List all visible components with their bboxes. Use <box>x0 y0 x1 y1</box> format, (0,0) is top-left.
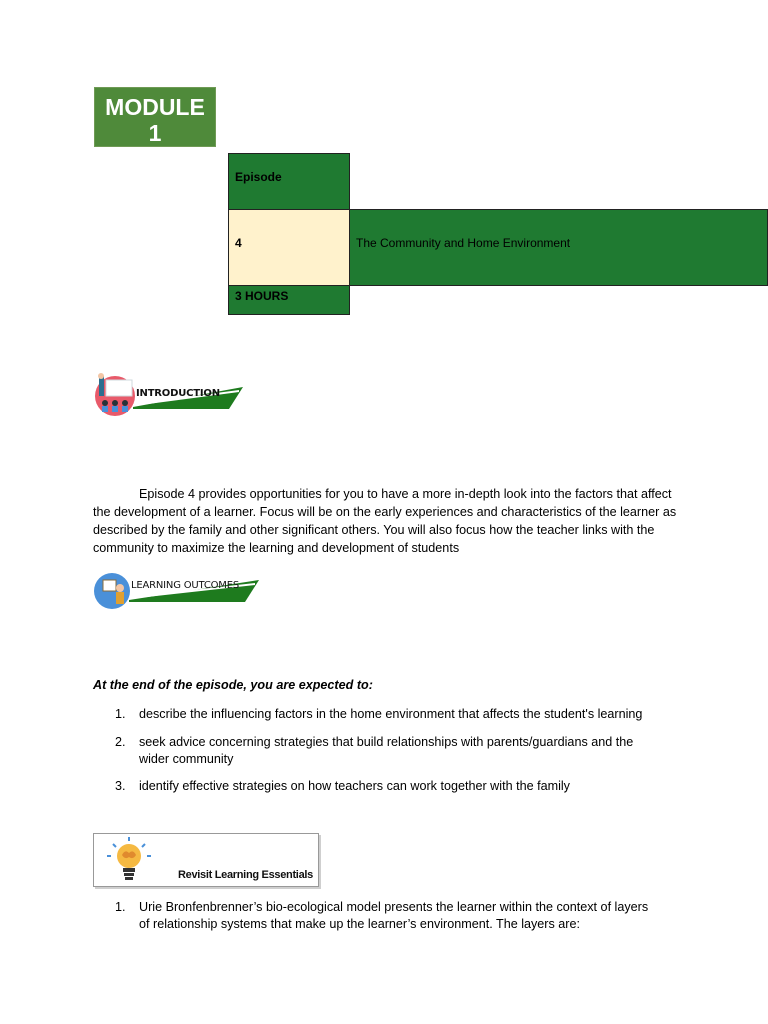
module-badge <box>94 87 216 147</box>
student-at-board-icon <box>93 568 261 614</box>
episode-label: Episode <box>235 170 282 184</box>
introduction-paragraph: Episode 4 provides opportunities for you to have a more in-depth look into the factors that affect the development of a learner. Focus will be on the early experiences and characteristics of the learner as described by the family and other significant others. You will also focus how the teacher links with the community to maximize the learning and development of students <box>93 487 677 555</box>
introduction-banner <box>93 372 245 420</box>
lightbulb-brain-icon <box>104 836 164 886</box>
duration-label: 3 HOURS <box>235 289 289 303</box>
learning-outcomes-banner <box>93 568 261 614</box>
episode-title-cell <box>349 209 768 286</box>
episode-number-cell <box>228 209 350 286</box>
list-item: 1. describe the influencing factors in the home environment that affects the student's learning <box>115 707 643 721</box>
revisit-learning-essentials-banner <box>93 833 319 887</box>
module-number: 1 <box>148 120 162 146</box>
list-item: 1. Urie Bronfenbrenner’s bio-ecological model presents the learner within the context of layers of relationship systems that make up the learner’s environment. The layers are: <box>115 900 649 931</box>
list-item: 2. seek advice concerning strategies that build relationships with parents/guardians and the wider community <box>115 735 634 766</box>
duration-cell <box>228 285 350 315</box>
learning-outcomes-heading: LEARNING OUTCOMES <box>131 580 239 591</box>
episode-number: 4 <box>235 236 242 250</box>
revisit-heading: Revisit Learning Essentials <box>178 869 313 881</box>
list-item: 3. identify effective strategies on how teachers can work together with the family <box>115 779 570 793</box>
episode-title: The Community and Home Environment <box>356 236 571 250</box>
episode-label-cell <box>228 153 350 210</box>
introduction-heading: INTRODUCTION <box>136 388 220 399</box>
module-label: MODULE <box>105 94 205 120</box>
outcomes-lead-text: At the end of the episode, you are expected to: <box>93 678 373 692</box>
